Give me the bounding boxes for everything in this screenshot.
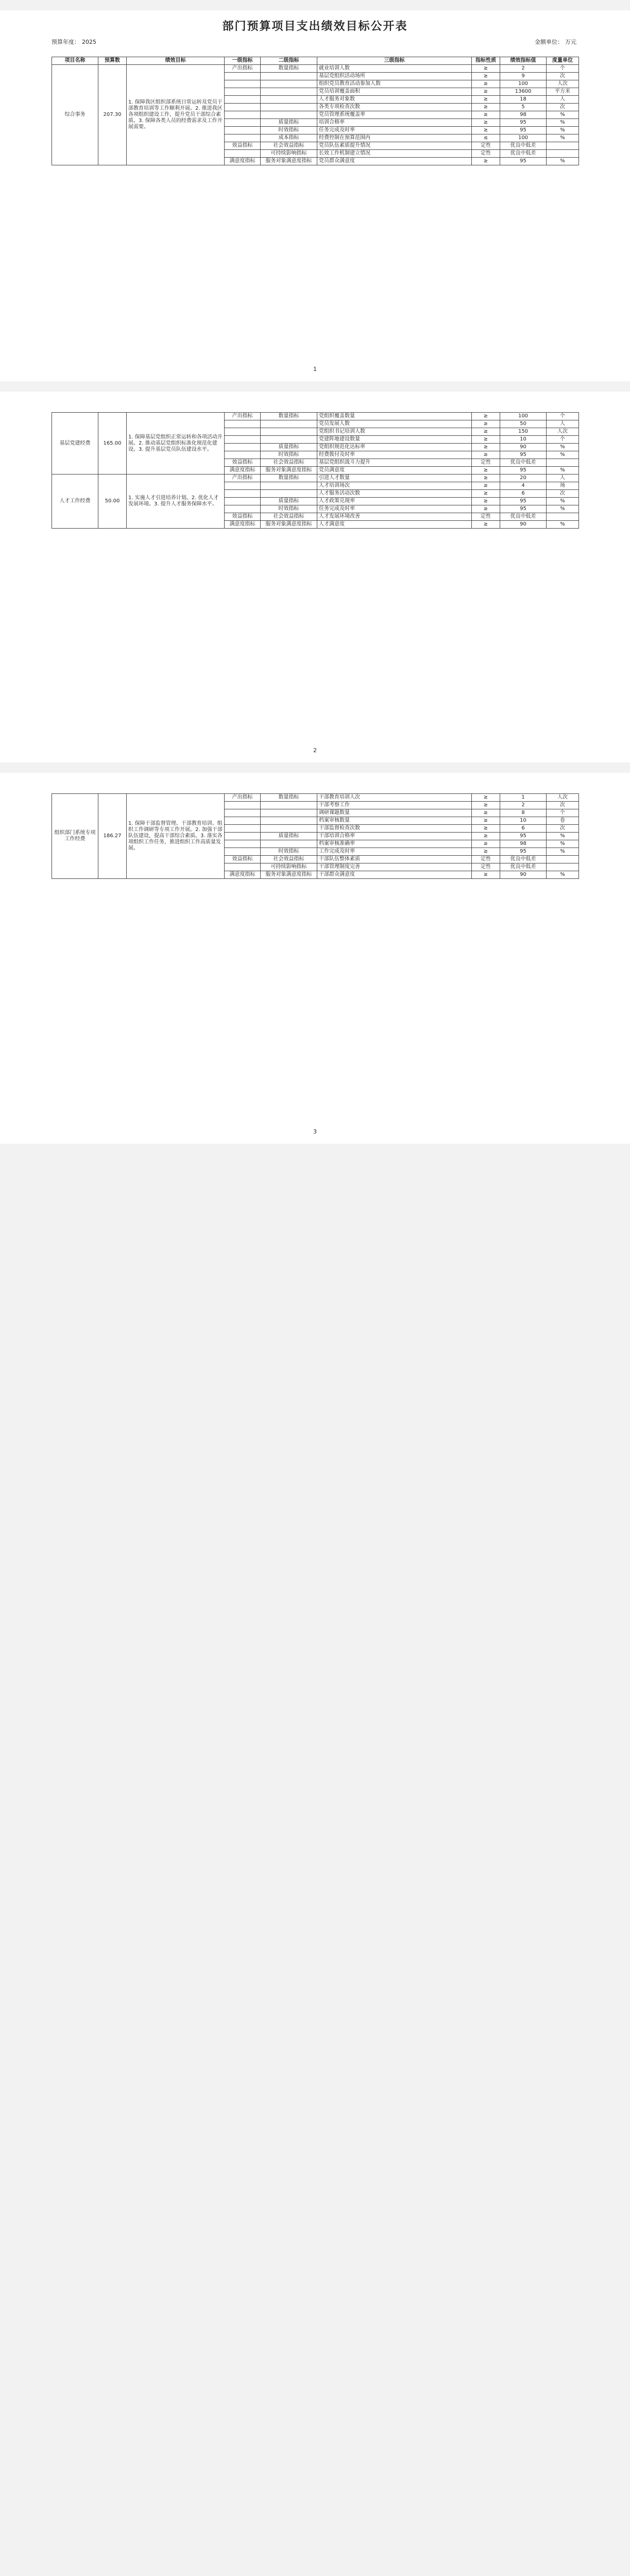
level2-cell: [261, 840, 317, 848]
nature-cell: 定性: [472, 142, 500, 150]
unit-cell: %: [547, 871, 579, 879]
level2-cell: [261, 428, 317, 436]
value-cell: 优良中低差: [500, 856, 547, 863]
unit-cell: 人次: [547, 794, 579, 802]
level1-cell: [225, 104, 261, 111]
unit-cell: 平方米: [547, 88, 579, 96]
nature-cell: ≥: [472, 825, 500, 833]
performance-table: [52, 412, 579, 529]
level3-cell: 干部管理制度完善: [317, 863, 472, 871]
level3-cell: 人才满意度: [317, 521, 472, 529]
level1-cell: [225, 134, 261, 142]
level2-cell: 质量指标: [261, 498, 317, 505]
nature-cell: ≥: [472, 871, 500, 879]
level3-cell: 干部群众满意度: [317, 871, 472, 879]
unit-cell: %: [547, 840, 579, 848]
unit-cell: %: [547, 451, 579, 459]
level2-cell: 社会效益指标: [261, 459, 317, 467]
level1-cell: [225, 840, 261, 848]
level1-cell: 产出指标: [225, 474, 261, 482]
level3-cell: 各类专项检查次数: [317, 104, 472, 111]
value-cell: 95: [500, 451, 547, 459]
column-header: 指标性质: [472, 57, 500, 65]
level2-cell: [261, 817, 317, 825]
nature-cell: ≥: [472, 817, 500, 825]
goal-cell: 1. 保障干部监督管理、干部教育培训、组织工作调研等专项工作开展。2. 加强干部队伍建设，提高干部综合素质。3. 落实各项组织工作任务，推进组织工作高质量发展。: [127, 794, 225, 879]
level3-cell: 基层党组织活动场所: [317, 73, 472, 80]
level1-cell: [225, 802, 261, 809]
level1-cell: [225, 436, 261, 444]
nature-cell: 定性: [472, 459, 500, 467]
nature-cell: ≥: [472, 840, 500, 848]
level2-cell: [261, 436, 317, 444]
nature-cell: ≥: [472, 73, 500, 80]
level1-cell: [225, 73, 261, 80]
value-cell: 优良中低差: [500, 459, 547, 467]
level3-cell: 党员满意度: [317, 467, 472, 474]
nature-cell: ≥: [472, 420, 500, 428]
level2-cell: 质量指标: [261, 119, 317, 127]
level2-cell: [261, 96, 317, 104]
unit-cell: %: [547, 158, 579, 165]
nature-cell: ≥: [472, 119, 500, 127]
level1-cell: [225, 96, 261, 104]
nature-cell: ≥: [472, 482, 500, 490]
value-cell: 9: [500, 73, 547, 80]
column-header: 绩效目标: [127, 57, 225, 65]
value-cell: 5: [500, 104, 547, 111]
level1-cell: [225, 119, 261, 127]
unit-cell: %: [547, 119, 579, 127]
level3-cell: 档案审核准确率: [317, 840, 472, 848]
nature-cell: ≥: [472, 158, 500, 165]
project-name-cell: 综合事务: [52, 65, 98, 165]
level3-cell: 经费拨付及时率: [317, 451, 472, 459]
nature-cell: ≥: [472, 505, 500, 513]
page-title: 部门预算项目支出绩效目标公开表: [222, 20, 408, 33]
nature-cell: 定性: [472, 856, 500, 863]
level1-cell: [225, 482, 261, 490]
level2-cell: [261, 104, 317, 111]
value-cell: 95: [500, 498, 547, 505]
level1-cell: 效益指标: [225, 856, 261, 863]
nature-cell: ≥: [472, 848, 500, 856]
level3-cell: 就业培训人数: [317, 65, 472, 73]
level3-cell: 引进人才数量: [317, 474, 472, 482]
level1-cell: [225, 863, 261, 871]
goal-cell: 1. 保障基层党组织正常运转和各项活动开展。2. 推动基层党组织标准化规范化建设。3. 提升基层党员队伍建设水平。: [127, 413, 225, 474]
unit-cell: 个: [547, 413, 579, 420]
level3-cell: 人才服务活动次数: [317, 490, 472, 498]
level2-cell: 社会效益指标: [261, 856, 317, 863]
unit-cell: %: [547, 134, 579, 142]
unit-cell: 人次: [547, 80, 579, 88]
level2-cell: [261, 73, 317, 80]
level3-cell: 经费控制在预算范围内: [317, 134, 472, 142]
nature-cell: ≥: [472, 474, 500, 482]
value-cell: 150: [500, 428, 547, 436]
level3-cell: 党建阵地建设数量: [317, 436, 472, 444]
level3-cell: 基层党组织战斗力提升: [317, 459, 472, 467]
level3-cell: 培训合格率: [317, 119, 472, 127]
nature-cell: 定性: [472, 513, 500, 521]
value-cell: 95: [500, 467, 547, 474]
column-header: 绩效指标值: [500, 57, 547, 65]
value-cell: 优良中低差: [500, 863, 547, 871]
nature-cell: ≤: [472, 134, 500, 142]
unit-cell: [547, 459, 579, 467]
level2-cell: 时效指标: [261, 505, 317, 513]
level1-cell: 效益指标: [225, 142, 261, 150]
nature-cell: ≥: [472, 467, 500, 474]
unit-cell: %: [547, 521, 579, 529]
nature-cell: ≥: [472, 413, 500, 420]
project-name-cell: 基层党建经费: [52, 413, 98, 474]
level1-cell: 满意度指标: [225, 467, 261, 474]
value-cell: 100: [500, 413, 547, 420]
value-cell: 95: [500, 127, 547, 134]
level3-cell: 党组织书记培训人数: [317, 428, 472, 436]
nature-cell: ≥: [472, 436, 500, 444]
level1-cell: [225, 451, 261, 459]
level2-cell: [261, 482, 317, 490]
unit-cell: [547, 150, 579, 158]
level2-cell: [261, 809, 317, 817]
value-cell: 1: [500, 794, 547, 802]
value-cell: 95: [500, 505, 547, 513]
level1-cell: [225, 498, 261, 505]
unit-cell: 个: [547, 436, 579, 444]
unit-cell: [547, 863, 579, 871]
table-row: [52, 65, 579, 73]
nature-cell: ≥: [472, 802, 500, 809]
level3-cell: 干部考察工作: [317, 802, 472, 809]
value-cell: 20: [500, 474, 547, 482]
goal-cell: 1. 实施人才引进培养计划。2. 优化人才发展环境。3. 提升人才服务保障水平。: [127, 474, 225, 529]
performance-table: [52, 57, 579, 165]
value-cell: 18: [500, 96, 547, 104]
level2-cell: 可持续影响指标: [261, 863, 317, 871]
level1-cell: 满意度指标: [225, 158, 261, 165]
unit-cell: %: [547, 833, 579, 840]
level2-cell: 服务对象满意度指标: [261, 467, 317, 474]
unit-cell: %: [547, 444, 579, 451]
column-header: 项目名称: [52, 57, 98, 65]
budget-cell: 186.27: [98, 794, 127, 879]
value-cell: 8: [500, 809, 547, 817]
unit-cell: 人: [547, 474, 579, 482]
unit-cell: [547, 142, 579, 150]
level1-cell: [225, 505, 261, 513]
level3-cell: 党组织覆盖数量: [317, 413, 472, 420]
level3-cell: 人才发展环境改善: [317, 513, 472, 521]
value-cell: 90: [500, 871, 547, 879]
nature-cell: ≥: [472, 809, 500, 817]
value-cell: 95: [500, 158, 547, 165]
unit-cell: %: [547, 111, 579, 119]
level3-cell: 调研课题数量: [317, 809, 472, 817]
table-header-row: [52, 57, 579, 65]
unit-cell: %: [547, 498, 579, 505]
unit-cell: 场: [547, 482, 579, 490]
nature-cell: ≥: [472, 80, 500, 88]
unit-cell: 次: [547, 802, 579, 809]
level2-cell: 时效指标: [261, 451, 317, 459]
budget-cell: 207.30: [98, 65, 127, 165]
level2-cell: 数量指标: [261, 794, 317, 802]
level2-cell: 社会效益指标: [261, 142, 317, 150]
level1-cell: [225, 833, 261, 840]
document-page-3: [0, 773, 630, 1144]
unit-cell: 次: [547, 104, 579, 111]
value-cell: 2: [500, 65, 547, 73]
unit-cell: [547, 513, 579, 521]
value-cell: 95: [500, 119, 547, 127]
level1-cell: 满意度指标: [225, 521, 261, 529]
document-page-1: [0, 10, 630, 381]
column-header: 三级指标: [317, 57, 472, 65]
value-cell: 95: [500, 833, 547, 840]
nature-cell: ≥: [472, 794, 500, 802]
level1-cell: [225, 150, 261, 158]
level2-cell: 质量指标: [261, 444, 317, 451]
level1-cell: [225, 817, 261, 825]
column-header: 一级指标: [225, 57, 261, 65]
column-header: 二级指标: [261, 57, 317, 65]
value-cell: 98: [500, 840, 547, 848]
unit-cell: 人: [547, 420, 579, 428]
nature-cell: ≥: [472, 104, 500, 111]
project-name-cell: 组织部门系统专项工作经费: [52, 794, 98, 879]
level2-cell: 数量指标: [261, 474, 317, 482]
unit-cell: 人次: [547, 428, 579, 436]
unit-cell: 次: [547, 825, 579, 833]
level2-cell: 社会效益指标: [261, 513, 317, 521]
nature-cell: ≥: [472, 65, 500, 73]
unit-cell: %: [547, 467, 579, 474]
level2-cell: [261, 80, 317, 88]
page-number: 1: [313, 366, 317, 372]
level2-cell: 可持续影响指标: [261, 150, 317, 158]
value-cell: 4: [500, 482, 547, 490]
unit-cell: %: [547, 505, 579, 513]
nature-cell: ≥: [472, 490, 500, 498]
level2-cell: 时效指标: [261, 848, 317, 856]
level3-cell: 组织党员教育活动参加人数: [317, 80, 472, 88]
page-number: 3: [313, 1128, 317, 1135]
level2-cell: [261, 825, 317, 833]
level1-cell: [225, 809, 261, 817]
nature-cell: 定性: [472, 150, 500, 158]
nature-cell: ≥: [472, 833, 500, 840]
level3-cell: 人才培训场次: [317, 482, 472, 490]
value-cell: 10: [500, 817, 547, 825]
level1-cell: [225, 825, 261, 833]
column-header: 预算数: [98, 57, 127, 65]
value-cell: 优良中低差: [500, 142, 547, 150]
value-cell: 98: [500, 111, 547, 119]
nature-cell: ≥: [472, 521, 500, 529]
value-cell: 2: [500, 802, 547, 809]
unit-cell: 个: [547, 809, 579, 817]
level1-cell: 效益指标: [225, 459, 261, 467]
level1-cell: 产出指标: [225, 794, 261, 802]
level3-cell: 档案审核数量: [317, 817, 472, 825]
goal-cell: 1. 保障我区组织部系统日常运转及党员干部教育培训等工作顺利开展。2. 推进我区各项组织建设工作，提升党员干部综合素质。3. 保障各类人员的经费需求及工作开展需要。: [127, 65, 225, 165]
unit-cell: %: [547, 848, 579, 856]
nature-cell: ≥: [472, 444, 500, 451]
unit-cell: 次: [547, 490, 579, 498]
level2-cell: [261, 420, 317, 428]
level3-cell: 党组织规范化达标率: [317, 444, 472, 451]
nature-cell: ≥: [472, 127, 500, 134]
unit-cell: 个: [547, 65, 579, 73]
table-row: [52, 474, 579, 482]
nature-cell: ≥: [472, 428, 500, 436]
value-cell: 100: [500, 80, 547, 88]
value-cell: 90: [500, 521, 547, 529]
level2-cell: 服务对象满意度指标: [261, 871, 317, 879]
level3-cell: 党员队伍素质提升情况: [317, 142, 472, 150]
level2-cell: 时效指标: [261, 127, 317, 134]
level3-cell: 任务完成及时率: [317, 127, 472, 134]
level2-cell: 成本指标: [261, 134, 317, 142]
level1-cell: [225, 428, 261, 436]
level1-cell: 满意度指标: [225, 871, 261, 879]
performance-table: [52, 793, 579, 879]
level1-cell: [225, 444, 261, 451]
level2-cell: [261, 88, 317, 96]
nature-cell: ≥: [472, 96, 500, 104]
dept-label: 预算年度：: [52, 39, 80, 45]
value-cell: 优良中低差: [500, 150, 547, 158]
document-page-2: [0, 392, 630, 762]
value-cell: 50: [500, 420, 547, 428]
level3-cell: 干部培训合格率: [317, 833, 472, 840]
value-cell: 优良中低差: [500, 513, 547, 521]
budget-cell: 165.00: [98, 413, 127, 474]
table-row: [52, 794, 579, 802]
level1-cell: [225, 127, 261, 134]
level1-cell: 效益指标: [225, 513, 261, 521]
nature-cell: 定性: [472, 863, 500, 871]
level3-cell: 任务完成及时率: [317, 505, 472, 513]
level1-cell: [225, 111, 261, 119]
level3-cell: 党员发展人数: [317, 420, 472, 428]
table-row: [52, 413, 579, 420]
level2-cell: [261, 802, 317, 809]
level3-cell: 干部教育培训人次: [317, 794, 472, 802]
unit-cell: 人: [547, 96, 579, 104]
level3-cell: 党员管理系统覆盖率: [317, 111, 472, 119]
value-cell: 13600: [500, 88, 547, 96]
level1-cell: [225, 420, 261, 428]
project-name-cell: 人才工作经费: [52, 474, 98, 529]
level1-cell: [225, 848, 261, 856]
level1-cell: [225, 88, 261, 96]
value-cell: 6: [500, 490, 547, 498]
level3-cell: 人才服务对象数: [317, 96, 472, 104]
unit-cell: 次: [547, 73, 579, 80]
level2-cell: 质量指标: [261, 833, 317, 840]
nature-cell: ≥: [472, 498, 500, 505]
level3-cell: 党员群众满意度: [317, 158, 472, 165]
nature-cell: ≥: [472, 88, 500, 96]
level3-cell: 干部队伍整体素质: [317, 856, 472, 863]
budget-cell: 50.00: [98, 474, 127, 529]
page-number: 2: [313, 747, 317, 754]
level2-cell: 数量指标: [261, 65, 317, 73]
level3-cell: 干部监督检查次数: [317, 825, 472, 833]
level2-cell: [261, 111, 317, 119]
level3-cell: 长效工作机制建立情况: [317, 150, 472, 158]
dept-value: 2025: [82, 39, 96, 45]
unit-value: 万元: [565, 39, 576, 45]
level3-cell: 工作完成及时率: [317, 848, 472, 856]
unit-cell: %: [547, 127, 579, 134]
nature-cell: ≥: [472, 111, 500, 119]
nature-cell: ≥: [472, 451, 500, 459]
unit-cell: [547, 856, 579, 863]
level2-cell: 数量指标: [261, 413, 317, 420]
value-cell: 90: [500, 444, 547, 451]
column-header: 度量单位: [547, 57, 579, 65]
level2-cell: 服务对象满意度指标: [261, 158, 317, 165]
level1-cell: [225, 80, 261, 88]
level1-cell: [225, 490, 261, 498]
value-cell: 6: [500, 825, 547, 833]
level1-cell: 产出指标: [225, 65, 261, 73]
value-cell: 100: [500, 134, 547, 142]
level3-cell: 人才政策兑现率: [317, 498, 472, 505]
unit-cell: 卷: [547, 817, 579, 825]
value-cell: 95: [500, 848, 547, 856]
meta-row: [52, 38, 578, 47]
level2-cell: 服务对象满意度指标: [261, 521, 317, 529]
level2-cell: [261, 490, 317, 498]
level3-cell: 党员培训覆盖面积: [317, 88, 472, 96]
value-cell: 10: [500, 436, 547, 444]
unit-label: 金额单位：: [535, 39, 563, 45]
level1-cell: 产出指标: [225, 413, 261, 420]
